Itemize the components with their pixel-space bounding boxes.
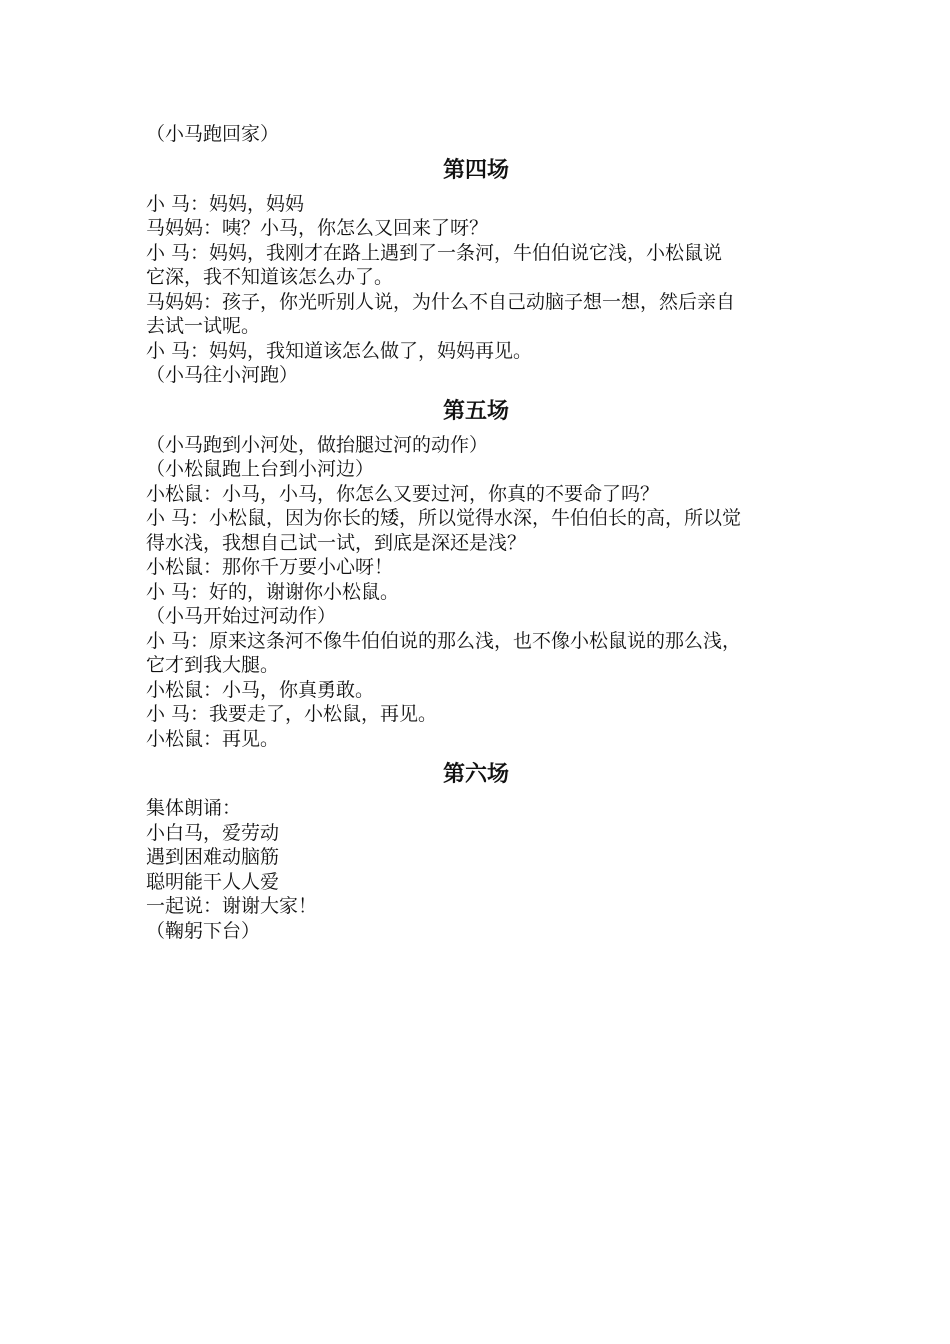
dialogue-line: 去试一试呢。 xyxy=(146,315,261,337)
dialogue-line: 得水浅，我想自己试一试，到底是深还是浅？ xyxy=(146,531,527,554)
recitation-line: 小白马，爱劳动 xyxy=(146,821,280,844)
dialogue-line: 马妈妈：孩子，你光听别人说，为什么不自己动脑子想一想，然后亲自 xyxy=(146,290,736,313)
dialogue-line: 小 马：妈妈，我知道该怎么做了，妈妈再见。 xyxy=(146,339,533,362)
dialogue-line: 小 马：好的，谢谢你小松鼠。 xyxy=(146,580,400,603)
scene-5-title: 第五场 xyxy=(442,398,509,424)
stage-direction: （小马跑回家） xyxy=(146,123,280,145)
scene-6-title: 第六场 xyxy=(442,762,509,787)
stage-direction: （小马跑到小河处，做抬腿过河的动作） xyxy=(146,433,489,456)
document-page xyxy=(146,122,826,943)
dialogue-line: 小 马：原来这条河不像牛伯伯说的那么浅，也不像小松鼠说的那么浅， xyxy=(146,629,742,652)
dialogue-line: 小 马：我要走了，小松鼠，再见。 xyxy=(146,703,438,725)
stage-direction: （小马往小河跑） xyxy=(146,364,299,386)
stage-direction: （小松鼠跑上台到小河边） xyxy=(146,458,375,480)
recitation-line: 聪明能干人人爱 xyxy=(146,870,280,893)
dialogue-line: 小松鼠：小马，你真勇敢。 xyxy=(146,678,375,701)
dialogue-line: 小 马：妈妈，我刚才在路上遇到了一条河，牛伯伯说它浅，小松鼠说 xyxy=(146,241,723,264)
dialogue-line: 它深，我不知道该怎么办了。 xyxy=(146,266,394,288)
dialogue-line: 小松鼠：小马，小马，你怎么又要过河，你真的不要命了吗？ xyxy=(146,482,660,505)
dialogue-line: 小松鼠：再见。 xyxy=(146,727,280,750)
dialogue-line: 小 马：小松鼠，因为你长的矮，所以觉得水深，牛伯伯长的高，所以觉 xyxy=(146,507,742,529)
recitation-line: 一起说：谢谢大家！ xyxy=(146,895,318,917)
scene-4-title: 第四场 xyxy=(442,157,509,183)
recitation-line: 遇到困难动脑筋 xyxy=(146,846,280,868)
stage-direction: （鞠躬下台） xyxy=(146,919,261,942)
dialogue-line: 它才到我大腿。 xyxy=(146,654,280,676)
dialogue-line: 马妈妈：咦？小马，你怎么又回来了呀？ xyxy=(146,217,489,239)
stage-direction: （小马开始过河动作） xyxy=(146,605,337,627)
recitation-line: 集体朗诵： xyxy=(146,797,242,819)
dialogue-line: 小松鼠：那你千万要小心呀！ xyxy=(146,556,394,578)
dialogue-line: 小 马：妈妈，妈妈 xyxy=(146,192,305,215)
